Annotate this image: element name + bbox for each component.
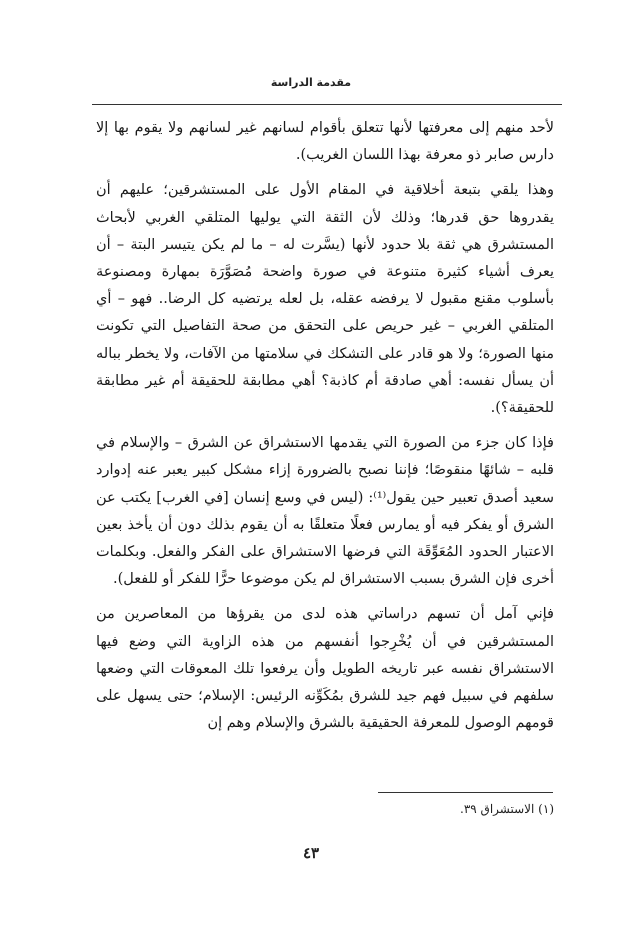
paragraph-3: فإذا كان جزء من الصورة التي يقدمها الاستشراق عن الشرق – والإسلام في قلبه – شائهًا منقوصًا؛ فإننا نصبح بالضرورة إزاء مشكل كبير يعبر عنه إدوارد سعيد أصدق تعبير حين يقول⁽¹⁾: (ليس في وسع إنسان [في الغرب] يكتب عن الشرق أو يفكر فيه أو يمارس فعلًا متعلقًا به أن يقوم بذلك دون أن يأخذ بعين الاعتبار الحدود المُعَوِّقَة التي فرضها الاستشراق على الفكر والفعل. وبكلمات أخرى فإن الشرق بسبب الاستشراق لم يكن موضوعا حرًّا للفكر أو للفعل). xyxy=(96,435,554,588)
paragraph-1: لأحد منهم إلى معرفتها لأنها تتعلق بأقوام لسانهم غير لسانهم ولا يقوم بها إلا دارس صابر ذو معرفة بهذا اللسان الغريب). xyxy=(96,120,554,164)
header-divider xyxy=(92,104,562,105)
paragraph-2: وهذا يلقي بتبعة أخلاقية في المقام الأول على المستشرقين؛ عليهم أن يقدروها حق قدرها؛ وذلك لأن الثقة التي يوليها المتلقي الغربي لأبحاث المستشرق هي ثقة بلا حدود لأنها (يسَّرت له – ما لم يكن يتيسر البتة – أن يعرف أشياء كثيرة متنوعة في صورة واضحة مُصَوَّرَة بمهارة ومصنوعة بأسلوب مقنع مقبول لا يرفضه عقله، بل لعله يرتضيه كل الرضا.. فهو – أي المتلقي الغربي – غير حريص على التحقق من صحة التفاصيل التي تكونت منها الصورة؛ ولا هو قادر على التشكك في سلامتها من الآفات، ولا يخطر بباله أن يسأل نفسه: أهي صادقة أم كاذبة؟ أهي مطابقة للحقيقة أم غير مطابقة للحقيقة؟). xyxy=(96,182,554,417)
body-text xyxy=(96,115,554,745)
footnote-divider xyxy=(378,792,553,793)
footnote: (١) الاستشراق ٣٩. xyxy=(460,802,554,816)
running-header: مقدمة الدراسة xyxy=(270,76,352,89)
paragraph-4: فإني آمل أن تسهم دراساتي هذه لدى من يقرؤها من المعاصرين من المستشرقين في أن يُخْرِجوا أنفسهم من هذه الزاوية التي وضع فيها الاستشراق نفسه عبر تاريخه الطويل وأن يرفعوا تلك المعوقات التي وضعها سلفهم في سبيل فهم جيد للشرق بمُكَوِّنه الرئيس: الإسلام؛ حتى يسهل على قومهم الوصول للمعرفة الحقيقية بالشرق والإسلام وهم إن xyxy=(96,606,554,732)
page-number: ٤٣ xyxy=(302,844,320,862)
